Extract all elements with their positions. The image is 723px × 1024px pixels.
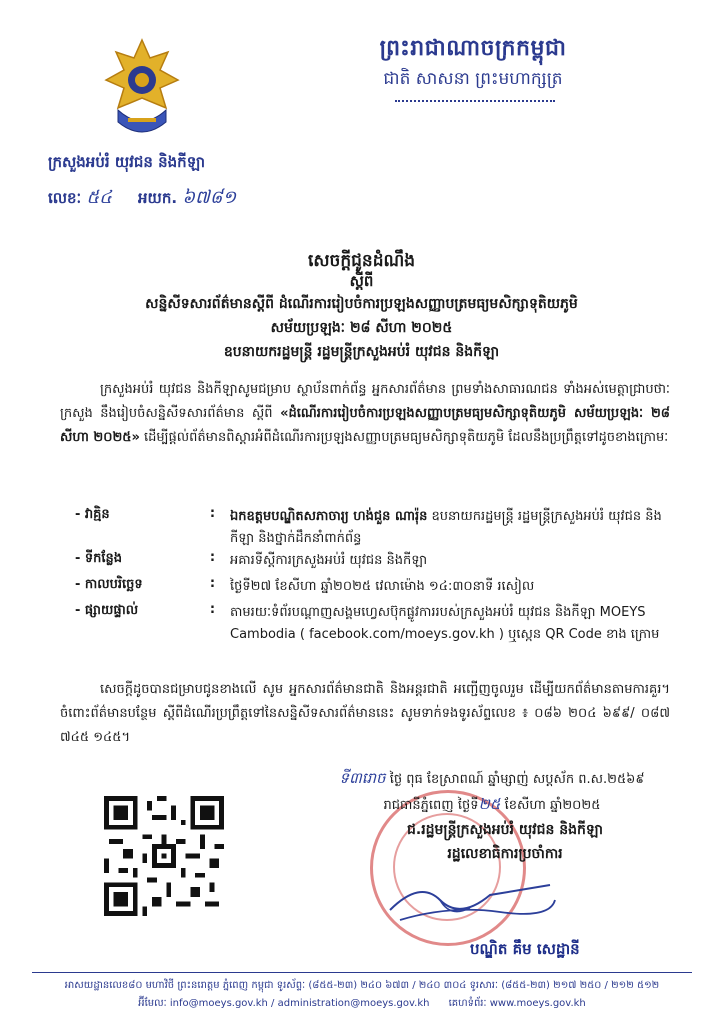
motto-divider xyxy=(395,100,555,102)
subject-title: សន្និសីទសារព័ត៌មានស្តីពី ដំណើរការរៀបចំការប្រឡងសញ្ញាបត្រមធ្យមសិក្សាទុតិយភូមិ xyxy=(145,296,578,312)
detail-colon: : xyxy=(209,506,216,521)
lunar-date-handwritten: ទី៣រោច xyxy=(339,769,386,787)
signatory-title-line2: រដ្ឋលេខាធិការប្រចាំការ xyxy=(447,846,563,862)
presenter-title: ឧបនាយករដ្ឋមន្ត្រី រដ្ឋមន្ត្រីក្រសួងអប់រំ យុវជន និងកីឡា xyxy=(223,344,500,360)
intro-start: ក្រសួងអប់រំ យុវជន និងកីឡាសូមជម្រាប ស្ថាប័នពាក់ព័ន្ធ អ្នកសារព័ត៌មាន ព្រមទាំងសាធារណជន ទាំងអស់មេត្តាជ្រាបថាៈ ក្រសួង នឹងរៀបចំសន្និសីទសារព័ត៌មាន ស្តីពី xyxy=(60,382,670,421)
intro-paragraph xyxy=(60,378,670,450)
handwritten-signature-icon xyxy=(380,870,560,930)
kingdom-title: ព្រះរាជាណាចក្រកម្ពុជា xyxy=(379,36,567,61)
intro-bold: «ដំណើរការរៀបចំការប្រឡងសញ្ញាបត្រមធ្យមសិក្សាទុតិយភូមិ សម័យប្រឡងៈ ២៨ សីហា ២០២៥» xyxy=(60,406,670,445)
ref-number-handwritten: ៥៤ xyxy=(86,187,112,208)
speaker-name: ឯកឧត្តមបណ្ឌិតសភាចារ្យ ហង់ជួន ណារ៉ុន xyxy=(230,509,428,524)
exam-session: សម័យប្រឡងៈ ២៨ សីហា ២០២៥ xyxy=(270,320,453,336)
signer-name: បណ្ឌិត គឹម សេដ្ឋានី xyxy=(470,940,580,958)
ref-label: លេខៈ xyxy=(48,189,82,207)
detail-colon: : xyxy=(209,602,216,617)
detail-row-speaker xyxy=(75,506,685,550)
reference-number xyxy=(48,185,236,212)
document-type: សេចក្តីជូនដំណឹង xyxy=(307,251,416,271)
detail-row-broadcast xyxy=(75,602,685,646)
ref-suffix-handwritten: ៦៧៨១ xyxy=(182,187,237,208)
solar-day-handwritten: ២៥ xyxy=(478,795,501,813)
qr-code-icon[interactable] xyxy=(104,796,224,916)
ministry-name: ក្រសួងអប់រំ យុវជន និងកីឡា xyxy=(48,153,206,171)
footer-address: អាសយដ្ឋានលេខ៨០ មហាវិថី ព្រះនរោត្តម ភ្នំពេញ កម្ពុជា ទូរស័ព្ទៈ (៨៥៥-២៣) ២៤០ ៦៧៣ / ២៤០ ៣០៤ ទូរសារៈ (៨៥៥-២៣) ២១៧ ២៥០ / ២១២ ៥១២ xyxy=(64,980,660,991)
detail-row-date xyxy=(75,576,685,602)
website-link[interactable]: www.moeys.gov.kh xyxy=(489,998,586,1009)
detail-label: - កាលបរិច្ឆេទ xyxy=(75,577,143,592)
national-motto: ជាតិ សាសនា ព្រះមហាក្សត្រ xyxy=(383,69,563,89)
detail-value: តាមរយៈទំព័របណ្តាញសង្គមហ្វេសប៊ុកផ្លូវការរបស់ក្រសួងអប់រំ យុវជន និងកីឡា MOEYS Cambodia ( facebook.com/moeys.gov.kh ) ឬស្កេន QR Code ខាង ក្រោម xyxy=(230,605,660,642)
detail-value: អគារទីស្តីការក្រសួងអប់រំ យុវជន និងកីឡា xyxy=(230,553,428,568)
lunar-date-text: ថ្ងៃ ពុធ ខែស្រាពណ៍ ឆ្នាំម្សាញ់ សប្តស័ក ព.ស.២៥៦៩ xyxy=(389,772,645,787)
solar-date-prefix: រាជធានីភ្នំពេញ ថ្ងៃទី xyxy=(383,798,479,813)
solar-date xyxy=(302,792,682,818)
date-block xyxy=(302,766,682,818)
website-label: គេហទំព័រៈ xyxy=(448,998,487,1009)
intro-end: ដើម្បីផ្តល់ព័ត៌មានពិស្តារអំពីដំណើរការប្រឡងសញ្ញាបត្រមធ្យមសិក្សាទុតិយភូមិ ដែលនឹងប្រព្រឹត្តទៅដូចខាងក្រោមៈ xyxy=(139,430,669,445)
detail-value xyxy=(230,506,685,550)
detail-row-venue xyxy=(75,550,685,576)
subject-label: ស្តីពី xyxy=(349,272,374,290)
email-label: អ៊ីមែលៈ xyxy=(138,998,167,1009)
closing-paragraph: សេចក្តីដូចបានជម្រាបជូនខាងលើ សូម អ្នកសារព័ត៌មានជាតិ និងអន្តរជាតិ អញ្ជើញចូលរួម ដើម្បីយកព័ត៌មានតាមការគួរ។ ចំពោះព័ត៌មានបន្ថែម ស្តីពីដំណើរប្រព្រឹត្តទៅនៃសន្និសីទសារព័ត៌មាននេះ សូមទាក់ទងទូរស័ព្ទលេខ ៖ ០៨៦ ២០៤ ៦៩៩/ ០៨៧ ៧៤៥ ១៤៥។ xyxy=(60,682,670,745)
footer-contacts xyxy=(32,996,692,1011)
detail-colon: : xyxy=(209,550,216,565)
ministry-emblem-icon xyxy=(98,36,186,144)
detail-label: - វាគ្មិន xyxy=(75,507,110,522)
signatory-title xyxy=(330,818,680,866)
footer-divider xyxy=(32,972,692,973)
solar-date-suffix: ខែសីហា ឆ្នាំ២០២៥ xyxy=(500,798,601,813)
event-details xyxy=(75,506,685,646)
speaker-role: ឧបនាយករដ្ឋមន្ត្រី រដ្ឋមន្ត្រីក្រសួងអប់រំ យុវជន និងកីឡា និងថ្នាក់ដឹកនាំពាក់ព័ន្ធ xyxy=(230,509,662,546)
lunar-date xyxy=(302,766,682,792)
signatory-title-line1: ជ.រដ្ឋមន្ត្រីក្រសួងអប់រំ យុវជន និងកីឡា xyxy=(406,822,603,838)
detail-colon: : xyxy=(209,576,216,591)
detail-value: ថ្ងៃទី២៧ ខែសីហា ឆ្នាំ២០២៥ វេលាម៉ោង ១៤:៣០នាទី រសៀល xyxy=(230,579,535,594)
detail-label: - ទីកន្លែង xyxy=(75,551,123,566)
ref-suffix-label: អយក. xyxy=(138,189,178,207)
email-link[interactable]: info@moeys.gov.kh / administration@moeys.gov.kh xyxy=(169,998,430,1009)
detail-label: - ផ្សាយផ្ទាល់ xyxy=(75,603,139,618)
